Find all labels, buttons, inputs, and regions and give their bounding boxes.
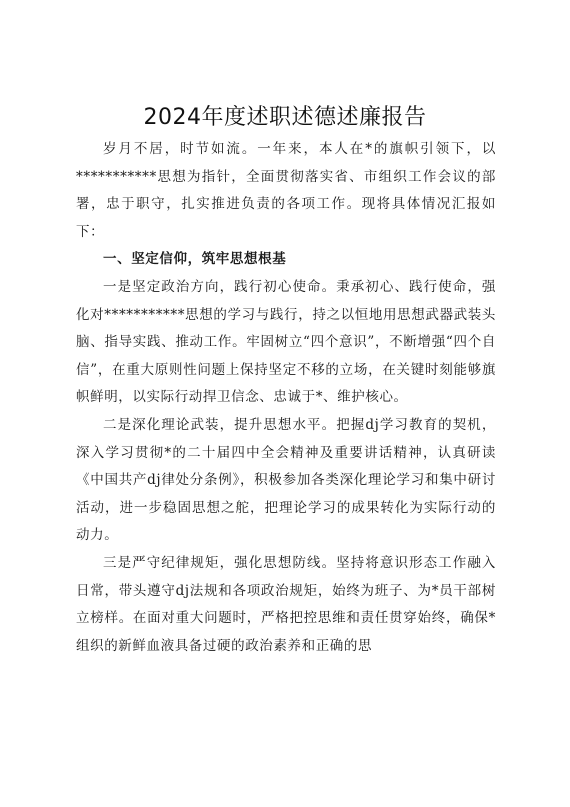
body-paragraph: 三是严守纪律规矩，强化思想防线。坚持将意识形态工作融入日常，带头遵守dj法规和各项政治规矩，始终为班子、为*员干部树立榜样。在面对重大问题时，严格把控思维和责任贯穿始终，确保*组织的新鲜血液具备过硬的政治素养和正确的思 — [76, 554, 496, 654]
section-heading: 一、坚定信仰，筑牢思想根基 — [103, 251, 287, 268]
body-paragraph: 二是深化理论武装，提升思想水平。把握dj学习教育的契机，深入学习贯彻*的二十届四中全会精神及重要讲话精神，认真研读《中国共产dj律处分条例》，积极参加各类深化理论学习和集中研讨活动，进一步稳固思想之舵，把理论学习的成果转化为实际行动的动力。 — [76, 416, 496, 544]
document-body — [76, 136, 496, 660]
body-paragraph: 一是坚定政治方向，践行初心使命。秉承初心、践行使命，强化对***********思想的学习与践行，持之以恒地用思想武器武装头脑、指导实践、推动工作。牢固树立“四个意识”，不断增强“四个自信”，在重大原则性问题上保持坚定不移的立场，在关键时刻能够旗帜鲜明，以实际行动捍卫信念、忠诚于*、维护核心。 — [76, 278, 496, 406]
document-title: 2024年度述职述德述廉报告 — [143, 105, 427, 130]
intro-paragraph: 岁月不居，时节如流。一年来，本人在*的旗帜引领下，以***********思想为指针，全面贯彻落实省、市组织工作会议的部署，忠于职守，扎实推进负责的各项工作。现将具体情况汇报如下： — [76, 141, 496, 240]
